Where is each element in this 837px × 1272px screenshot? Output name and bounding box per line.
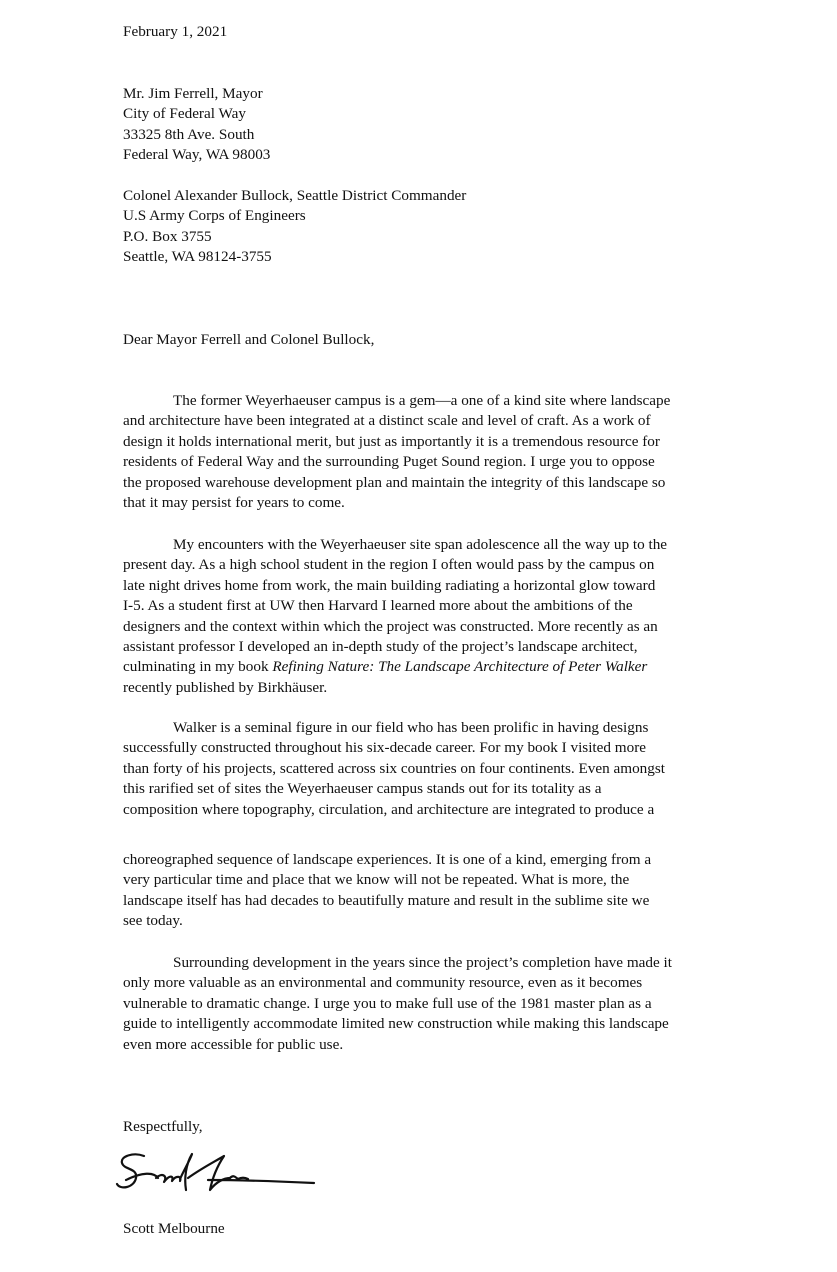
closing-block <box>123 1117 723 1137</box>
paragraph-line: residents of Federal Way and the surrounding Puget Sound region. I urge you to oppose <box>123 453 655 471</box>
paragraph-line: landscape itself has had decades to beautifully mature and result in the sublime site we <box>123 891 650 909</box>
body-paragraph-1 <box>123 391 723 513</box>
paragraph-line: vulnerable to dramatic change. I urge you to make full use of the 1981 master plan as a <box>123 994 652 1012</box>
salutation-block <box>123 330 723 350</box>
address-line: 33325 8th Ave. South <box>123 125 255 143</box>
address-line: Mr. Jim Ferrell, Mayor <box>123 85 263 102</box>
paragraph-line: choreographed sequence of landscape experiences. It is one of a kind, emerging from a <box>123 851 652 868</box>
paragraph-line: and architecture have been integrated at a distinct scale and level of craft. As a work of <box>123 412 651 430</box>
recipient-address-mayor <box>123 84 723 166</box>
paragraph-line: design it holds international merit, but just as importantly it is a tremendous resource for <box>123 432 660 450</box>
paragraph-line: that it may persist for years to come. <box>123 493 345 511</box>
address-line: Seattle, WA 98124-3755 <box>123 248 272 266</box>
paragraph-line: I-5. As a student first at UW then Harvard I learned more about the ambitions of the <box>123 597 633 615</box>
paragraph-line: Walker is a seminal figure in our field who has been prolific in having designs <box>173 719 649 736</box>
body-paragraph-3 <box>123 718 723 820</box>
signer-name: Scott Melbourne <box>123 1220 225 1237</box>
paragraph-line: very particular time and place that we know will not be repeated. What is more, the <box>123 871 630 889</box>
address-line: Federal Way, WA 98003 <box>123 146 271 164</box>
paragraph-line: The former Weyerhaeuser campus is a gem—a one of a kind site where landscape <box>173 392 671 409</box>
paragraph-line: present day. As a high school student in the region I often would pass by the campus on <box>123 556 655 574</box>
book-line-prefix: culminating in my book <box>123 658 273 676</box>
closing: Respectfully, <box>123 1118 203 1135</box>
paragraph-line: guide to intelligently accommodate limited new construction while making this landscape <box>123 1015 669 1033</box>
paragraph-line: than forty of his projects, scattered across six countries on four continents. Even amongst <box>123 759 665 777</box>
paragraph-line: late night drives home from work, the main building radiating a horizontal glow toward <box>123 576 656 594</box>
paragraph-line: see today. <box>123 912 183 930</box>
paragraph-line: the proposed warehouse development plan and maintain the integrity of this landscape so <box>123 473 666 491</box>
paragraph-line: My encounters with the Weyerhaeuser site span adolescence all the way up to the <box>173 536 668 553</box>
address-line: P.O. Box 3755 <box>123 227 212 245</box>
address-line: Colonel Alexander Bullock, Seattle District Commander <box>123 187 467 204</box>
paragraph-line: even more accessible for public use. <box>123 1035 344 1053</box>
address-line: U.S Army Corps of Engineers <box>123 207 306 225</box>
paragraph-line: assistant professor I developed an in-depth study of the project’s landscape architect, <box>123 637 638 655</box>
handwritten-signature <box>112 1148 317 1208</box>
letter-date: February 1, 2021 <box>123 23 228 40</box>
paragraph-line: Surrounding development in the years since the project’s completion have made it <box>173 954 672 971</box>
paragraph-line: only more valuable as an environmental and community resource, even as it becomes <box>123 974 643 992</box>
paragraph-line: recently published by Birkhäuser. <box>123 678 328 696</box>
paragraph-line: designers and the context within which the project was constructed. More recently as an <box>123 617 658 635</box>
book-title: Refining Nature: The Landscape Architecture of Peter Walker <box>272 658 648 676</box>
paragraph-line: this rarified set of sites the Weyerhaeuser campus stands out for its totality as a <box>123 780 602 798</box>
letter-date-block <box>123 22 723 42</box>
body-paragraph-3-continued <box>123 850 723 932</box>
paragraph-line-with-book <box>123 657 723 677</box>
paragraph-line: successfully constructed throughout his six-decade career. For my book I visited more <box>123 739 646 757</box>
paragraph-line: composition where topography, circulation, and architecture are integrated to produce a <box>123 800 655 818</box>
body-paragraph-2 <box>123 535 723 698</box>
salutation: Dear Mayor Ferrell and Colonel Bullock, <box>123 331 375 348</box>
signer-block <box>123 1219 723 1239</box>
recipient-address-commander <box>123 186 723 268</box>
body-paragraph-4 <box>123 953 723 1055</box>
address-line: City of Federal Way <box>123 105 246 123</box>
